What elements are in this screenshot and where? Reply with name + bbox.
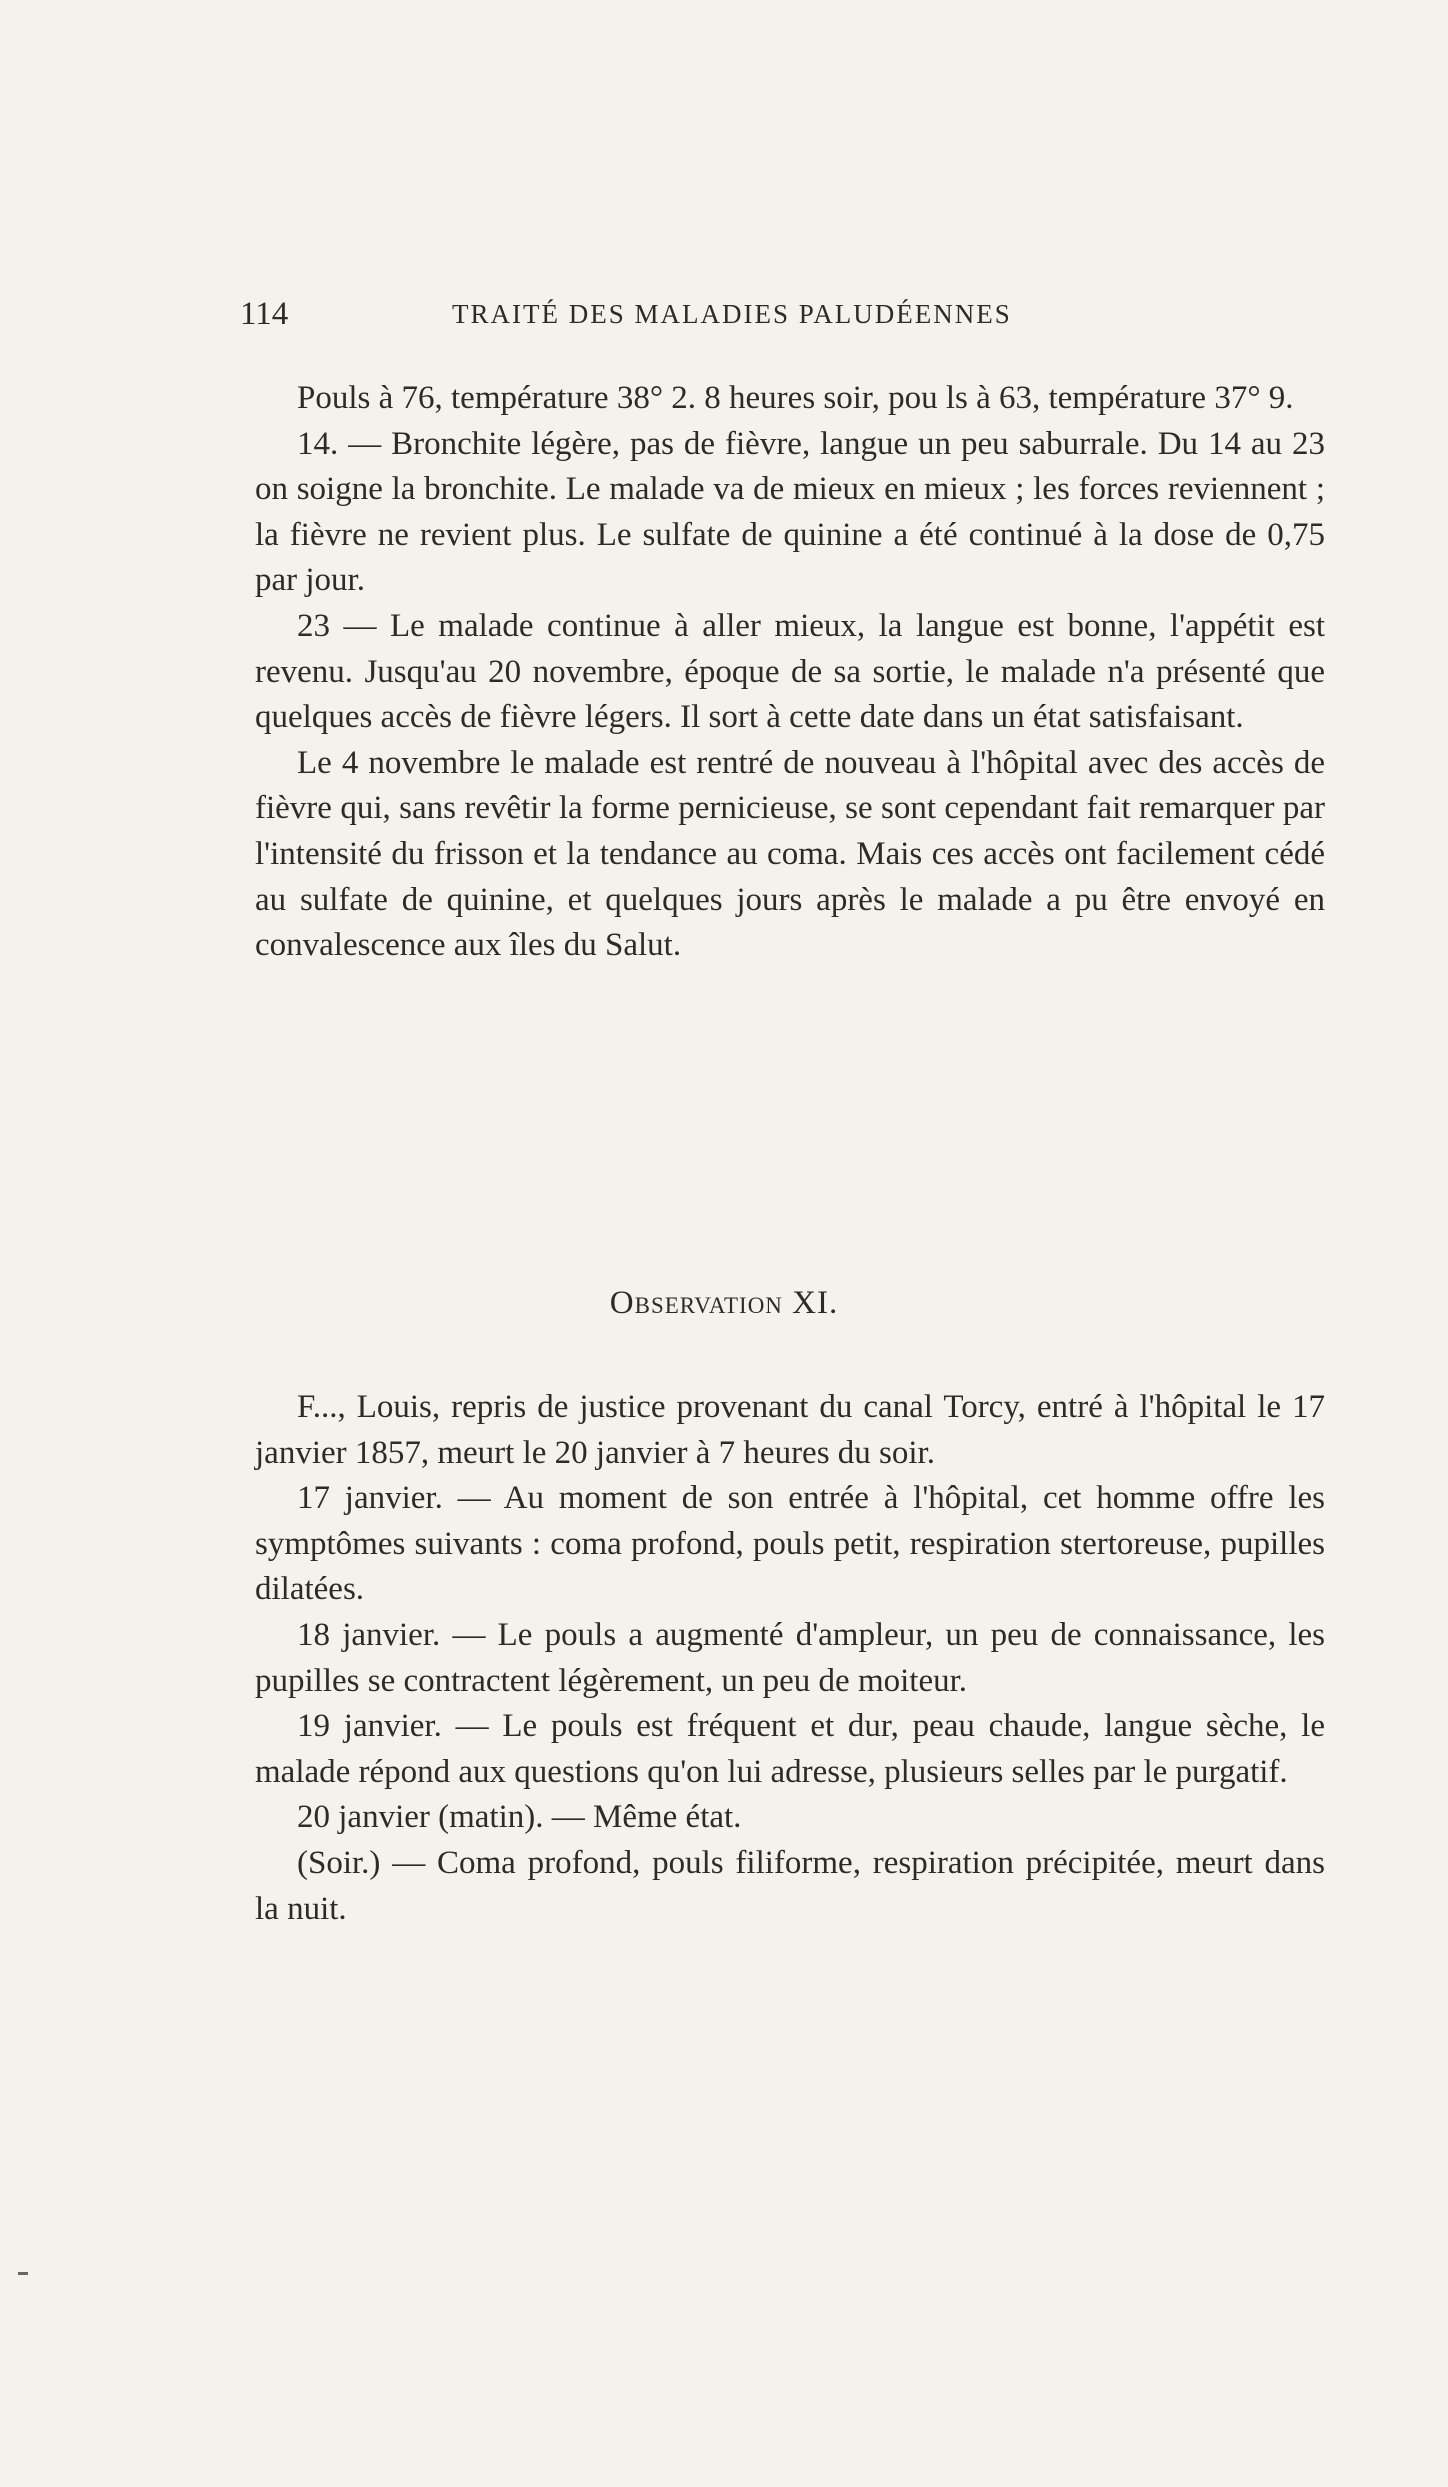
running-title: TRAITÉ DES MALADIES PALUDÉENNES <box>452 299 1012 329</box>
running-head <box>240 292 1320 336</box>
paragraph: Le 4 novembre le malade est rentré de nouveau à l'hôpital avec des accès de fièvre qui, sans revêtir la forme pernicieuse, se sont cependant fait remarquer par l'intensité du frisson et la tendance au coma. Mais ces accès ont facilement cédé au sulfate de quinine, et quelques jours après le malade a pu être envoyé en convalescence aux îles du Salut. <box>255 744 1325 964</box>
paragraph: 20 janvier (matin). — Même état. <box>297 1799 742 1836</box>
page-number: 114 <box>240 296 289 332</box>
paragraph: 18 janvier. — Le pouls a augmenté d'ampleur, un peu de connaissance, les pupilles se contractent légèrement, un peu de moiteur. <box>255 1616 1325 1699</box>
paragraph: 23 — Le malade continue à aller mieux, la langue est bonne, l'appétit est revenu. Jusqu'au 20 novembre, époque de sa sortie, le malade n'a présenté que quelques accès de fièvre légers. Il sort à cette date dans un état satisfaisant. <box>255 607 1325 736</box>
observation-heading <box>0 1280 1448 1326</box>
paragraph: 17 janvier. — Au moment de son entrée à l'hôpital, cet homme offre les symptômes suivants : coma profond, pouls petit, respiration stertoreuse, pupilles dilatées. <box>255 1480 1325 1608</box>
body-text-upper <box>255 376 1325 969</box>
paragraph: 19 janvier. — Le pouls est fréquent et dur, peau chaude, langue sèche, le malade répond aux questions qu'on lui adresse, plusieurs selles par le purgatif. <box>255 1708 1325 1790</box>
paragraph: 14. — Bronchite légère, pas de fièvre, langue un peu saburrale. Du 14 au 23 on soigne la bronchite. Le malade va de mieux en mieux ; les forces reviennent ; la fièvre ne revient plus. Le sulfate de quinine a été continué à la dose de 0,75 par jour. <box>255 425 1325 599</box>
observation-heading-text: Observation XI. <box>609 1285 839 1321</box>
paragraph: (Soir.) — Coma profond, pouls filiforme, respiration précipitée, meurt dans la nuit. <box>255 1844 1325 1927</box>
margin-mark <box>18 2272 28 2275</box>
paragraph: Pouls à 76, température 38° 2. 8 heures soir, pou ls à 63, température 37° 9. <box>297 380 1294 416</box>
body-text-lower <box>255 1385 1325 1932</box>
paragraph: F..., Louis, repris de justice provenant du canal Torcy, entré à l'hôpital le 17 janvier 1857, meurt le 20 janvier à 7 heures du soir. <box>255 1389 1325 1471</box>
